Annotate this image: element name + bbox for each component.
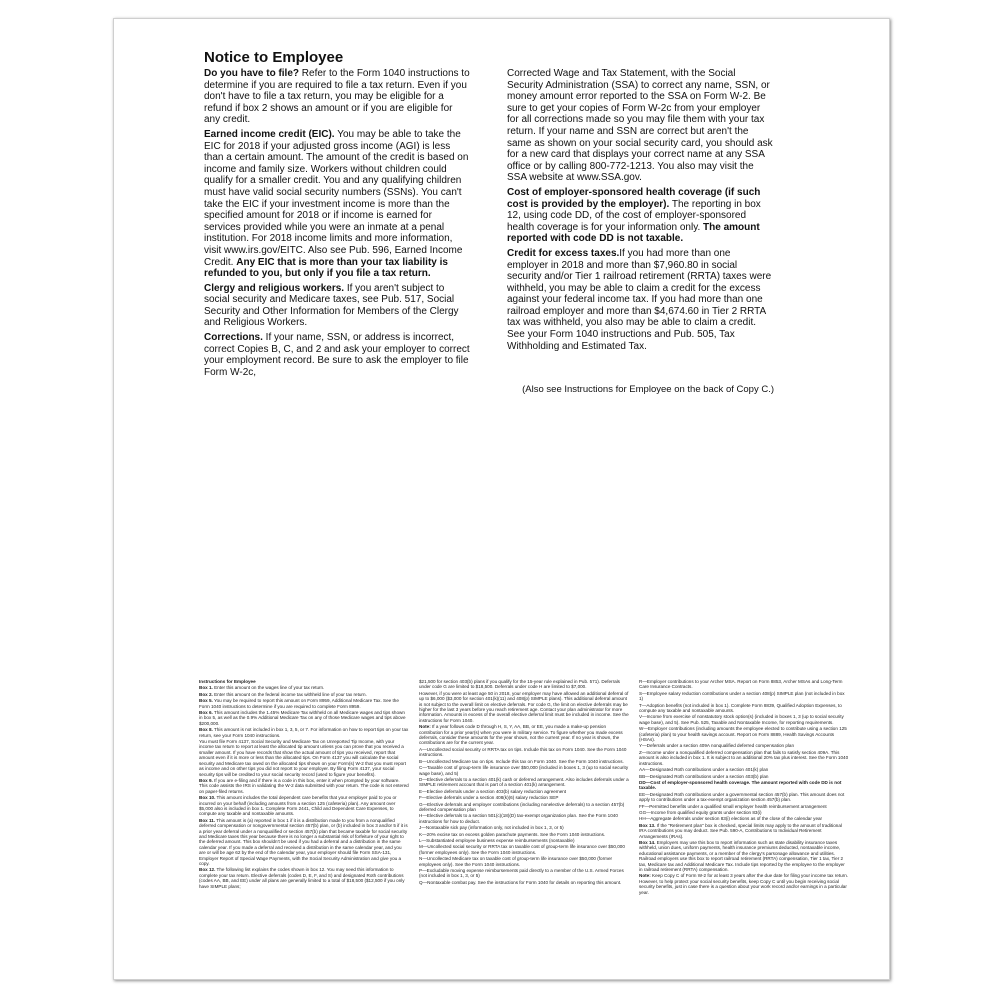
instruction-text: A—Uncollected social security or RRTA tax on tips. Include this tax on Form 1040. See the Form 1040 instructions. — [419, 746, 627, 758]
instruction-item — [639, 726, 849, 742]
instruction-text: However, if you were at least age 50 in 2018, your employer may have allowed an additional deferral of up to $6,000 ($3,000 for section 401(k)(11) and 408(p) SIMPLE plans). This additional deferral amount is not subject to the overall limit on elective deferrals. For code G, the limit on elective deferrals may be higher for the last 3 years before you reach retirement age. Contact your plan administrator for more information. Amounts in excess of the overall elective deferral limit must be included in income. See the instructions for Form 1040. — [419, 690, 629, 723]
instruction-item — [199, 818, 409, 867]
instruction-item — [639, 703, 849, 714]
instruction-item — [419, 747, 629, 758]
instruction-item — [199, 679, 409, 684]
instruction-text: F—Elective deferrals under a section 408(k)(6) salary reduction SEP — [419, 795, 559, 801]
instruction-text: G—Elective deferrals and employer contributions (including nonelective deferrals) to a section 457(b) deferred compensation plan — [419, 801, 625, 812]
instruction-heading: Box 6. — [199, 710, 213, 716]
instruction-item — [419, 832, 629, 837]
instruction-item — [639, 873, 849, 895]
paragraph-text: If you had more than one employer in 2018 and more than $7,960.80 in social security and/or Tier 1 railroad retirement (RRTA) taxes were withheld, you may be able to claim a credit for the excess against your federal income tax. If you had more than one railroad employer and more than $4,674.60 in Tier 2 RRTA tax was withheld, you also may be able to claim a credit. See your Form 1040 instructions and Pub. 505, Tax Withholding and Estimated Tax. — [507, 247, 772, 352]
instruction-item — [419, 880, 629, 885]
instruction-item — [199, 698, 409, 709]
paragraph-heading: Clergy and religious workers. — [204, 282, 345, 294]
instruction-text: E—Elective deferrals under a section 403(b) salary reduction agreement — [419, 788, 567, 794]
instruction-text: Enter this amount on the wages line of your tax return. — [212, 685, 325, 691]
instruction-text: T—Adoption benefits (not included in box 1). Complete Form 8839, Qualified Adoption Expenses, to compute any taxable and nontaxable amounts. — [639, 702, 842, 714]
instruction-text: You must file Form 4137, Social Security and Medicare Tax on Unreported Tip Income, with your income tax return to report at least the allocated tip amount unless you can prove that you received a smaller amount. If you have records that show the actual amount of tips you received, report that amount even if it is more or less than the allocated tips. On Form 4137 you will calculate the social security and Medicare tax owed on the allocated tips shown on your Form(s) W-2 that you must report as income and on other tips you did not report to your employer. By filing Form 4137, your social security tips will be credited to your social security record (used to figure your benefits). — [199, 739, 406, 777]
instructions-column-1 — [199, 679, 409, 896]
instruction-item — [639, 792, 849, 803]
instruction-text: Y—Deferrals under a section 409A nonqualified deferred compensation plan — [639, 743, 795, 749]
paragraph-emphasis: Any EIC that is more than your tax liability is refunded to you, but only if you file a tax return. — [204, 256, 448, 280]
instruction-item — [419, 724, 629, 746]
instruction-text: R—Employer contributions to your Archer MSA. Report on Form 8853, Archer MSAs and Long-Term Care Insurance Contracts. — [639, 679, 843, 690]
instruction-item — [419, 844, 629, 855]
instruction-item — [199, 795, 409, 817]
instruction-item — [199, 739, 409, 777]
instruction-item — [199, 867, 409, 889]
instruction-heading: Box 2. — [199, 691, 213, 697]
notice-paragraph — [204, 129, 471, 280]
notice-title: Notice to Employee — [204, 49, 344, 66]
instruction-text: Q—Nontaxable combat pay. See the instructions for Form 1040 for details on reporting this amount. — [419, 879, 622, 885]
instructions-for-employee — [199, 679, 849, 896]
instruction-text: P—Excludable moving expense reimbursements paid directly to a member of the U.S. Armed Forces (not included in box 1, 3, or 5) — [419, 868, 624, 879]
instruction-text: B—Uncollected Medicare tax on tips. Include this tax on Form 1040. See the Form 1040 instructions. — [419, 758, 624, 764]
notice-column-left — [204, 68, 471, 381]
instruction-heading: Box 11. — [199, 817, 216, 823]
instruction-item — [639, 810, 849, 815]
instruction-text: Enter this amount on the federal income tax withheld line of your tax return. — [212, 691, 367, 697]
instruction-heading: Note: — [639, 873, 651, 879]
paragraph-text: If your name, SSN, or address is incorrect, correct Copies B, C, and 2 and ask your employer to correct your employment record. Be sure to ask the employer to file Form W-2c, — [204, 332, 470, 378]
instruction-item — [639, 823, 849, 839]
paragraph-text: The reporting in box 12, using code DD, of the cost of employer-sponsored health coverage is for your information only. — [507, 198, 761, 233]
paragraph-heading: Earned income credit (EIC). — [204, 128, 335, 140]
instruction-item — [639, 691, 849, 702]
instruction-text: W—Employer contributions (including amounts the employee elected to contribute using a section 125 (cafeteria) plan) to your health savings account. Report on Form 8889, Health Savings Accounts (HSAs). — [639, 726, 847, 743]
instruction-item — [199, 692, 409, 697]
instruction-heading: Box 13. — [639, 822, 656, 828]
instruction-item — [199, 778, 409, 794]
instruction-item — [419, 679, 629, 690]
instructions-column-2 — [419, 679, 629, 896]
instruction-heading: DD—Cost of employer-sponsored health coverage. The amount reported with code DD is not taxable. — [639, 779, 842, 791]
instruction-text: GG—Income from qualified equity grants under section 83(i) — [639, 809, 762, 815]
paragraph-heading: Cost of employer-sponsored health coverage (if such cost is provided by the employer). — [507, 186, 761, 210]
instruction-heading: Note: — [419, 724, 431, 730]
instructions-column-3 — [639, 679, 849, 896]
instruction-text: If the "Retirement plan" box is checked, special limits may apply to the amount of traditional IRA contributions you may deduct. See Pub. 590-A, Contributions to Individual Retirement Arrangements (IRAs). — [639, 822, 842, 839]
instruction-text: FF—Permitted benefits under a qualified small employer health reimbursement arrangement — [639, 803, 827, 809]
instruction-text: K—20% excise tax on excess golden parachute payments. See the Form 1040 instructions. — [419, 831, 606, 837]
instruction-text: The following list explains the codes shown in box 12. You may need this information to complete your tax return. Elective deferrals (codes D, E, F, and S) and designated Roth contributions (codes AA, BB, and EE) under all plans are generally limited to a total of $18,500 ($12,500 if you only have SIMPLE plans; — [199, 867, 405, 889]
instruction-item — [419, 691, 629, 723]
instruction-item — [639, 840, 849, 872]
notice-paragraph — [204, 332, 471, 378]
instruction-text: $21,500 for section 403(b) plans if you qualify for the 15-year rule explained in Pub. 571). Deferrals under code G are limited to $18,500. Deferrals under code H are limited to $7,000. — [419, 679, 620, 690]
instruction-text: Z—Income under a nonqualified deferred compensation plan that fails to satisfy section 409A. This amount is also included in box 1. It is subject to an additional 20% tax plus interest. See the Form 1040 instructions. — [639, 749, 849, 766]
instruction-item — [639, 743, 849, 748]
instruction-item — [199, 685, 409, 690]
notice-paragraph — [204, 68, 471, 126]
paragraph-heading: Credit for excess taxes. — [507, 247, 620, 259]
instruction-text: BB—Designated Roth contributions under a section 403(b) plan — [639, 773, 769, 779]
instruction-item — [639, 816, 849, 821]
paragraph-text: Refer to the Form 1040 instructions to determine if you are required to file a tax return. Even if you don't have to file a tax return, you may be eligible for a refund if box 2 shows an amount or if you are eligible for any credit. — [204, 68, 470, 126]
instruction-text: L—Substantiated employee business expense reimbursements (nontaxable) — [419, 837, 575, 843]
instruction-item — [419, 777, 629, 788]
instruction-text: V—Income from exercise of nonstatutory stock option(s) (included in boxes 1, 3 (up to social security wage base), and 5). See Pub. 525, Taxable and Nontaxable Income, for reporting requirements. — [639, 714, 844, 725]
instruction-heading: Box 9. — [199, 777, 213, 783]
instruction-item — [419, 813, 629, 824]
instruction-text: N—Uncollected Medicare tax on taxable cost of group-term life insurance over $50,000 (former employees only). See the Form 1040 instructions. — [419, 856, 613, 867]
notice-column-right — [507, 68, 774, 381]
notice-paragraph — [204, 283, 471, 329]
instruction-heading: Box 12. — [199, 867, 216, 873]
instruction-heading: Instructions for Employee — [199, 679, 256, 684]
instruction-item — [199, 710, 409, 726]
paragraph-text: If you aren't subject to social security and Medicare taxes, see Pub. 517, Social Security and Other Information for Members of the Clergy and Religious Workers. — [204, 282, 459, 329]
instruction-text: S—Employee salary reduction contributions under a section 408(p) SIMPLE plan (not included in box 1) — [639, 690, 845, 702]
instruction-item — [419, 789, 629, 794]
instruction-item — [419, 868, 629, 879]
instruction-item — [639, 780, 849, 791]
paragraph-text: You may be able to take the EIC for 2018 if your adjusted gross income (AGI) is less than a certain amount. The amount of the credit is based on income and family size. Workers without children could qualify for a smaller credit. You and any qualifying children must have valid social security numbers (SSNs). You can't take the EIC if your investment income is more than the specified amount for 2018 or if income is earned for services provided while you were an inmate at a penal institution. For 2018 income limits and more information, visit www.irs.gov/EITC. Also see Pub. 596, Earned Income Credit. — [204, 128, 469, 268]
instruction-text: You may be required to report this amount on Form 8959, Additional Medicare Tax. See the Form 1040 instructions to determine if you are required to complete Form 8959. — [199, 698, 399, 709]
instruction-item — [639, 679, 849, 690]
instruction-item — [419, 802, 629, 813]
instruction-text: Employers may use this box to report information such as state disability insurance taxes withheld, union dues, uniform payments, health insurance premiums deducted, nontaxable income, educational assistance payments, or a member of the clergy's parsonage allowance and utilities. Railroad employers use this box to report railroad retirement (RRTA) compensation, Tier 1 tax, Tier 2 tax, Medicare tax and Additional Medicare Tax. Include tips reported by the employee to the employer in railroad retirement (RRTA) compensation. — [639, 839, 845, 872]
instruction-text: This amount includes the total dependent care benefits that your employer paid to you or incurred on your behalf (including amounts from a section 125 (cafeteria) plan). Any amount over $5,000 also is included in box 1. Complete Form 2441, Child and Dependent Care Expenses, to compute any taxable and nontaxable amounts. — [199, 795, 397, 817]
see-also-note: (Also see Instructions for Employee on the back of Copy C.) — [522, 384, 774, 396]
instruction-text: J—Nontaxable sick pay (information only, not included in box 1, 3, or 5) — [419, 825, 564, 831]
paragraph-emphasis: The amount reported with code DD is not taxable. — [507, 221, 760, 245]
instruction-item — [419, 825, 629, 830]
instruction-text: EE—Designated Roth contributions under a governmental section 457(b) plan. This amount does not apply to contributions under a tax-exempt organization section 457(b) plan. — [639, 791, 845, 803]
instruction-item — [419, 795, 629, 800]
instruction-text: H—Elective deferrals to a section 501(c)(18)(D) tax-exempt organization plan. See the Form 1040 instructions for how to deduct. — [419, 813, 618, 824]
instruction-item — [419, 759, 629, 764]
instruction-text: HH—Aggregate deferrals under section 83(i) elections as of the close of the calendar year — [639, 816, 823, 822]
instruction-text: This amount is not included in box 1, 3, 5, or 7. For information on how to report tips on your tax return, see your Form 1040 instructions. — [199, 727, 409, 738]
instruction-item — [419, 856, 629, 867]
instruction-item — [199, 727, 409, 738]
instruction-heading: Box 1. — [199, 685, 213, 691]
notice-to-employee — [204, 49, 774, 395]
instruction-text: M—Uncollected social security or RRTA tax on taxable cost of group-term life insurance over $50,000 (former employees only). See the Form 1040 instructions. — [419, 844, 625, 855]
instruction-text: If a year follows code D through H, S, Y, AA, BB, or EE, you made a make-up pension contribution for a prior year(s) when you were in military service. To figure whether you made excess deferrals, consider these amounts for the year shown, not the current year. If no year is shown, the contributions are for the current year. — [419, 724, 623, 746]
instruction-text: D—Elective deferrals to a section 401(k) cash or deferred arrangement. Also includes deferrals under a SIMPLE retirement account that is part of a section 401(k) arrangement. — [419, 776, 629, 788]
instruction-item — [639, 714, 849, 725]
instruction-text: Keep Copy C of Form W-2 for at least 3 years after the due date for filing your income tax return. However, to help protect your social security benefits, keep Copy C until you begin receiving social security benefits, just in case there is a question about your work record and/or earnings in a particular year. — [639, 873, 849, 895]
notice-paragraph — [507, 187, 774, 245]
instruction-text: This amount includes the 1.45% Medicare Tax withheld on all Medicare wages and tips shown in box 5, as well as the 0.9% Additional Medicare Tax on any of those Medicare wages and tips above $200,000. — [199, 710, 406, 726]
notice-paragraph — [507, 68, 774, 184]
instruction-text: C—Taxable cost of group-term life insurance over $50,000 (included in boxes 1, 3 (up to social security wage base), and 5) — [419, 765, 629, 776]
instruction-item — [639, 774, 849, 779]
instruction-heading: Box 8. — [199, 727, 213, 733]
paragraph-heading: Do you have to file? — [204, 68, 300, 79]
notice-paragraph — [507, 248, 774, 352]
instruction-text: This amount is (a) reported in box 1 if it is a distribution made to you from a nonqualified deferred compensation or nongovernmental section 457(b) plan, or (b) included in box 3 and/or 5 if it is a prior year deferral under a nonqualified or section 457(b) plan that became taxable for social security and Medicare taxes this year because there is no longer a substantial risk of forfeiture of your right to the deferred amount. This box shouldn't be used if you had a deferral and a distribution in the same calendar year. If you made a deferral and received a distribution in the same calendar year, and you are or will be age 62 by the end of the calendar year, your employer should file Form SSA-131, Employer Report of Special Wage Payments, with the Social Security Administration and give you a copy. — [199, 817, 408, 866]
paragraph-heading: Corrections. — [204, 332, 263, 344]
instruction-text: AA—Designated Roth contributions under a section 401(k) plan — [639, 767, 769, 773]
instruction-text: If you are e-filing and if there is a code in this box, enter it when prompted by your software. This code assists the IRS in validating the W-2 data submitted with your return. The code is not entered on paper-filed returns. — [199, 777, 409, 794]
instruction-item — [419, 765, 629, 776]
instruction-heading: Box 5. — [199, 698, 213, 704]
instruction-item — [639, 804, 849, 809]
form-w2-back-page — [113, 18, 890, 980]
instruction-item — [639, 750, 849, 766]
paragraph-text: Corrected Wage and Tax Statement, with the Social Security Administration (SSA) to correct any name, SSN, or money amount error reported to the SSA on Form W-2. Be sure to get your copies of Form W-2c from your employer for all corrections made so you may file them with your tax return. If your name and SSN are correct but aren't the same as shown on your social security card, you should ask for a new card that displays your correct name at any SSA office or by calling 800-772-1213. You also may visit the SSA website at www.SSA.gov. — [507, 68, 773, 184]
instruction-item — [419, 838, 629, 843]
instruction-item — [639, 767, 849, 772]
instruction-heading: Box 14. — [639, 839, 656, 845]
instruction-heading: Box 10. — [199, 795, 216, 801]
